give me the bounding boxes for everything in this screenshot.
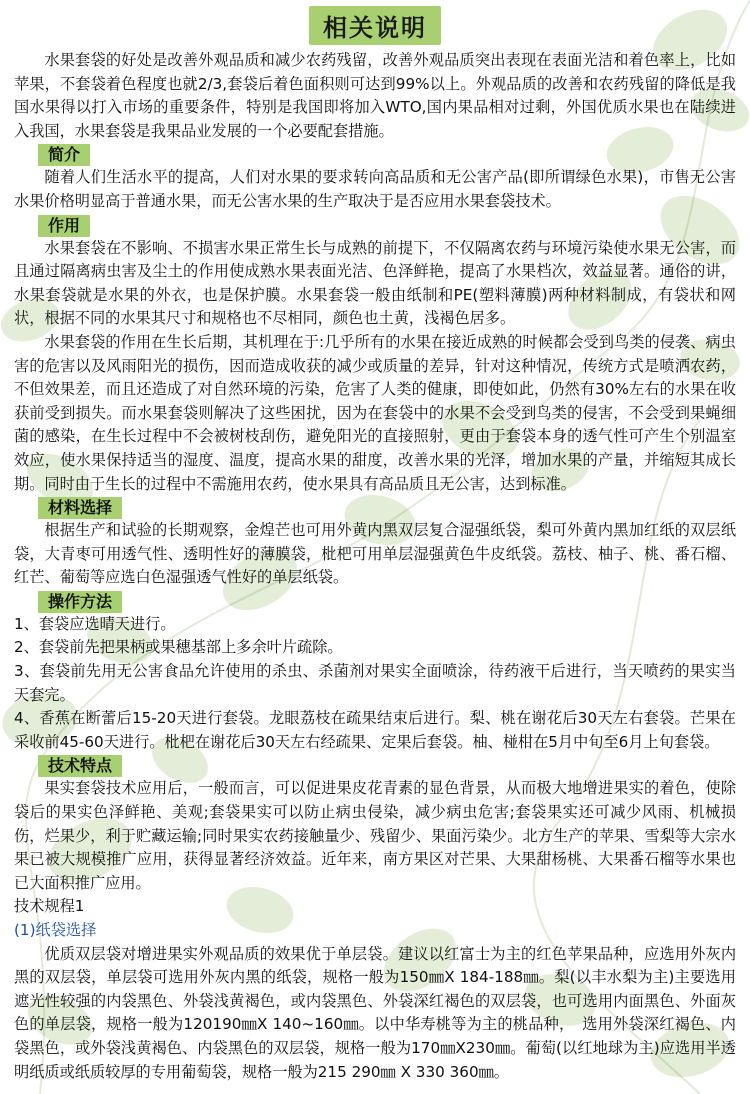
cailiao-paragraph: 根据生产和试验的长期观察，金煌芒也可用外黄内黑双层复合湿强纸袋，梨可外黄内黑加红纸的双层纸袋，大青枣可用透气性、透明性好的薄膜袋，枇杷可用单层湿强黄色牛皮纸袋。荔枝、柚子、桃、番石榴、红芒、葡萄等应选白色湿强透气性好的单层纸袋。 [14,521,736,587]
caozuo-step: 2、套袋前先把果柄或果穗基部上多余叶片疏除。 [14,638,343,657]
zuoyong-paragraph-2: 水果套袋的作用在生长后期，其机理在于:几乎所有的水果在接近成熟的时候都会受到鸟类的侵袭、病虫害的危害以及风雨阳光的损伤，因而造成收获的减少或质量的差异，针对这种情况，传统方式是喷洒农药，不但效果差，而且还造成了对自然环境的污染，危害了人类的健康，即使如此，仍然有30%左右的水果在收获前受到损失。而水果套袋则解决了这些困扰，因为在套袋中的水果不会受到鸟类的侵害，不会受到果蝇细菌的感染，在生长过程中不会被树枝刮伤，避免阳光的直接照射，更由于套袋本身的透气性可产生个别温室效应，使水果保持适当的湿度、温度，提高水果的甜度，改善水果的光泽，增加水果的产量，并缩短其成长期。同时由于生长的过程中不需施用农药，使水果具有高品质且无公害，达到标准。 [14,332,736,493]
section-heading-caozuo: 操作方法 [38,591,736,613]
guicheng-subheading: (1)纸袋选择 [14,921,97,939]
guicheng-label: 技术规程1 [14,897,85,916]
caozuo-step: 1、套袋应选晴天进行。 [14,614,176,633]
caozuo-step: 3、套袋前先用无公害食品允许使用的杀虫、杀菌剂对果实全面喷涂，待药液干后进行，当天喷药的果实当天套完。 [14,662,736,704]
section-heading-jianjie: 简介 [38,144,736,166]
section-heading-jishu: 技术特点 [38,755,736,777]
jianjie-paragraph: 随着人们生活水平的提高，人们对水果的要求转向高品质和无公害产品(即所谓绿色水果)，市售无公害水果价格明显高于普通水果，而无公害水果的生产取决于是否应用水果套袋技术。 [14,168,736,210]
section-heading-cailiao: 材料选择 [38,497,736,519]
intro-paragraph: 水果套袋的好处是改善外观品质和减少农药残留，改善外观品质突出表现在表面光洁和着色率上，比如苹果，不套袋着色程度也就2/3,套袋后着色面积则可达到99%以上。外观品质的改善和农药残留的降低是我国水果得以打入市场的重要条件，特别是我国即将加入WTO,国内果品相对过剩，外国优质水果也在陆续进入我国，水果套袋是我果品业发展的一个必要配套措施。 [14,51,736,140]
zuoyong-paragraph-1: 水果套袋在不影响、不损害水果正常生长与成熟的前提下，不仅隔离农药与环境污染使水果无公害，而且通过隔离病虫害及尘土的作用使成熟水果表面光洁、色泽鲜艳，提高了水果档次，效益显著。通俗的讲，水果套袋就是水果的外衣，也是保护膜。水果套袋一般由纸制和PE(塑料薄膜)两种材料制成，有袋状和网状，根据不同的水果其尺寸和规格也不尽相同，颜色也土黄，浅褐色居多。 [14,238,736,328]
page-title: 相关说明 [309,6,441,45]
jishu-paragraph: 果实套袋技术应用后，一般而言，可以促进果皮花青素的显色背景，从而极大地增进果实的着色，使除袋后的果实色泽鲜艳、美观;套袋果实可以防止病虫侵染，减少病虫危害;套袋果实还可减少风雨、机械损伤，烂果少，利于贮藏运输;同时果实农药接触量少、残留少、果面污染少。北方生产的苹果、雪梨等大宗水果已被大规模推广应用，获得显著经济效益。近年来，南方果区对芒果、大果甜杨桃、大果番石榴等水果也已大面积推广应用。 [14,779,736,892]
section-heading-zuoyong: 作用 [38,215,736,237]
guicheng-paragraph: 优质双层袋对增进果实外观品质的效果优于单层袋。建议以红富士为主的红色苹果品种，应选用外灰内黑的双层袋，单层袋可选用外灰内黑的纸袋，规格一般为150㎜X 184-188㎜。梨(以丰水梨为主)主要选用遮光性较强的内袋黑色、外袋浅黄褐色，或内袋黑色、外袋深红褐色的双层袋，也可选用内面黑色、外面灰色的单层袋，规格一般为120190㎜X 140~160㎜。以中华寿桃等为主的桃品种， 选用外袋深红褐色、内袋黑色，或外袋浅黄褐色、内袋黑色的双层袋，规格一般为170㎜X230㎜。葡萄(以红地球为主)应选用半透明纸质或纸质较厚的专用葡萄袋，规格一般为215 290㎜ X 330 360㎜。 [14,944,736,1081]
caozuo-step: 4、香蕉在断蕾后15-20天进行套袋。龙眼荔枝在疏果结束后进行。梨、桃在谢花后30天左右套袋。芒果在采收前45-60天进行。枇杷在谢花后30天左右经疏果、定果后套袋。柚、椪柑在5月中旬至6月上旬套袋。 [14,709,736,751]
